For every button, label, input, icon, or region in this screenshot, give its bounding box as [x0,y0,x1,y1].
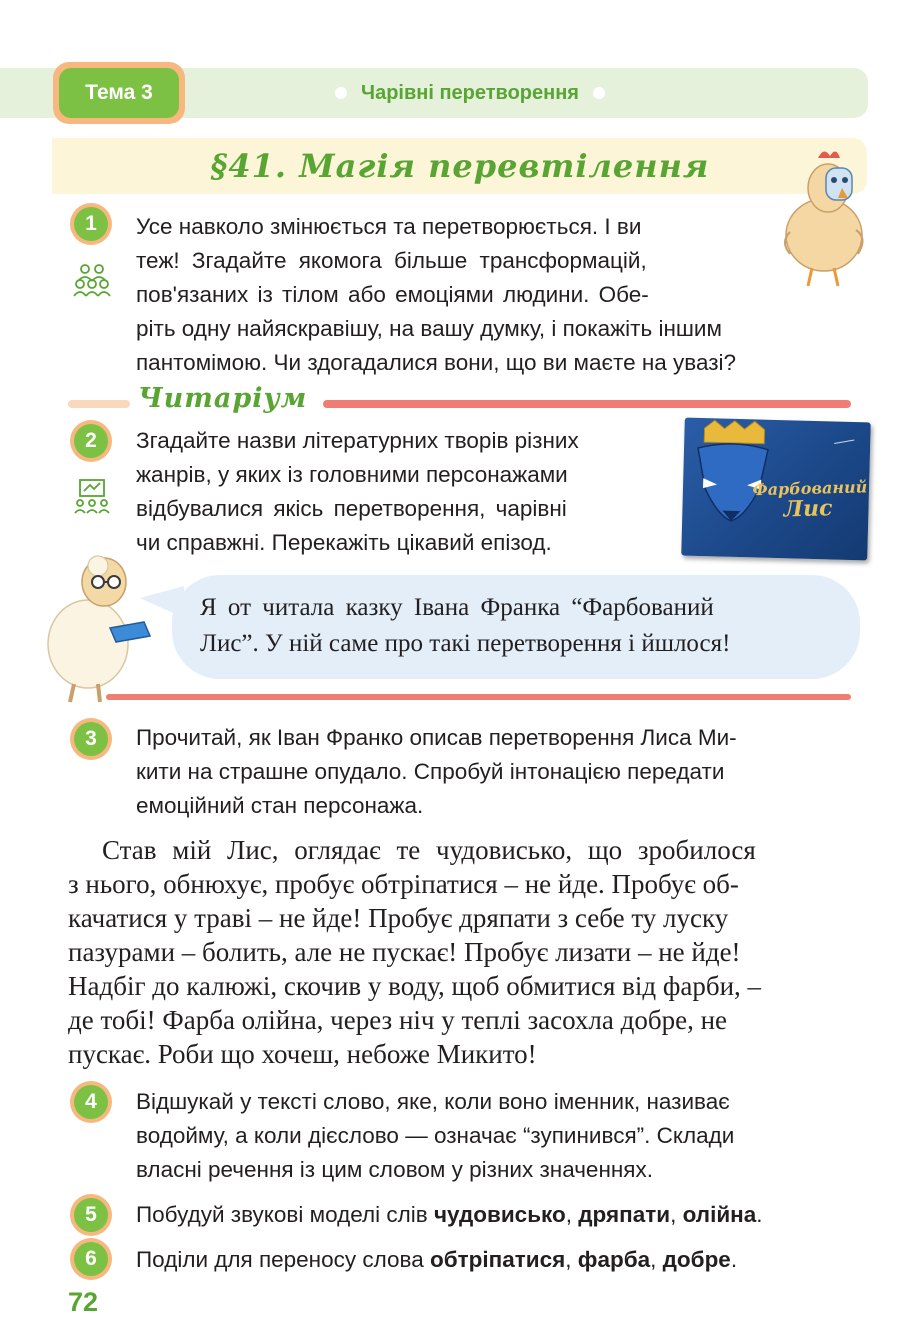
chitarium-right-line [323,400,851,408]
task-6-text [136,1243,856,1277]
separator: , [650,1247,663,1272]
chitarium-left-line [68,400,130,408]
group-work-icon [73,262,111,298]
text-line: відбувалися якісь перетворення, чарівні [136,496,567,521]
chicken-illustration [778,140,874,290]
story-excerpt [68,833,854,1071]
keyword: чудовисько [433,1202,566,1227]
text-line: пускає. Роби що хочеш, небоже Микито! [68,1039,537,1069]
text-line: теж! Згадайте якомога більше трансформацій, [136,248,647,273]
topic-title: Чарівні перетворення [361,81,579,104]
topic-label: Тема 3 [59,68,179,118]
task-4-text [136,1085,856,1187]
task-3-text [136,721,856,823]
separator: , [670,1202,683,1227]
text-line: Лис”. У ній саме про такі перетворення і йшлося! [200,630,731,657]
text-line: водойму, а коли дієслово — означає “зупинився”. Склади [136,1123,735,1148]
separator: , [565,1247,578,1272]
dot-icon [335,87,347,99]
task-number-6: 6 [70,1238,112,1280]
section-title: §41. Магія перевтілення [210,147,710,185]
sheep-illustration [36,552,154,704]
text-line: качатися у траві – не йде! Пробує дряпати з себе ту луску [68,903,729,933]
task-5-suffix: . [756,1202,763,1227]
text-line: з нього, обнюхує, пробує обтріпатися – не йде. Пробує об- [68,869,739,899]
keyword: дряпати [578,1202,671,1227]
text-line: власні речення із цим словом у різних значеннях. [136,1157,653,1182]
text-line: Став мій Лис, оглядає те чудовисько, що зробилося [102,835,756,865]
task-number-1: 1 [70,203,112,245]
speech-bubble-text [200,590,832,662]
task-6-suffix: . [730,1247,738,1272]
text-line: чи справжні. Перекажіть цікавий епізод. [136,530,552,555]
text-line: Усе навколо змінюється та перетворюється. І ви [136,214,642,239]
chitarium-title: Читаріум [138,383,308,414]
text-line: Я от читала казку Івана Франка “Фарбований [200,594,714,621]
text-line: Відшукай у тексті слово, яке, коли воно іменник, називає [136,1089,730,1114]
topic-title-row [310,78,630,108]
text-line: кити на страшне опудало. Спробуй інтонацією передати [136,759,725,784]
text-line: Прочитай, як Іван Франко описав перетворення Лиса Ми- [136,725,737,750]
text-line: Згадайте назви літературних творів різних [136,428,579,453]
keyword: обтріпатися [429,1247,566,1272]
text-line: емоційний стан персонажа. [136,793,424,818]
dot-icon [593,87,605,99]
book-title-line: Фарбований [752,477,868,500]
text-line: пантомімою. Чи здогадалися вони, що ви маєте на увазі? [136,350,737,375]
text-line: де тобі! Фарба олійна, через ніч у теплі засохла добре, не [68,1005,728,1035]
task-6-prefix: Поділи для переносу слова [136,1247,430,1272]
task-number-3: 3 [70,718,112,760]
text-line: жанрів, у яких із головними персонажами [136,462,568,487]
keyword: олійна [682,1202,757,1227]
task-number-2: 2 [70,420,112,462]
text-line [136,1198,856,1232]
text-line: пов'язаних із тілом або емоціями людини. Обе- [136,282,649,307]
page-number: 72 [68,1287,99,1317]
separator: , [565,1202,579,1227]
text-line: ріть одну найяскравішу, на вашу думку, і покажіть іншим [136,316,722,341]
task-2-text [136,424,664,560]
text-line: пазурами – болить, але не пускає! Пробує лизати – не йде! [68,937,741,967]
presentation-icon [74,478,110,514]
book-cover-image [681,418,871,561]
task-number-5: 5 [70,1194,112,1236]
task-5-text [136,1198,856,1232]
task-1-text [136,210,748,380]
book-title [752,477,868,523]
keyword: фарба [577,1247,651,1272]
topic-tab [53,62,185,124]
divider-line [106,694,851,700]
task-number-4: 4 [70,1081,112,1123]
text-line: Надбіг до калюжі, скочив у воду, щоб обмитися від фарби, – [68,971,762,1001]
task-5-prefix: Побудуй звукові моделі слів [136,1202,434,1227]
book-title-line: Лис [783,495,833,523]
keyword: добре [662,1247,731,1272]
text-line [136,1243,856,1277]
